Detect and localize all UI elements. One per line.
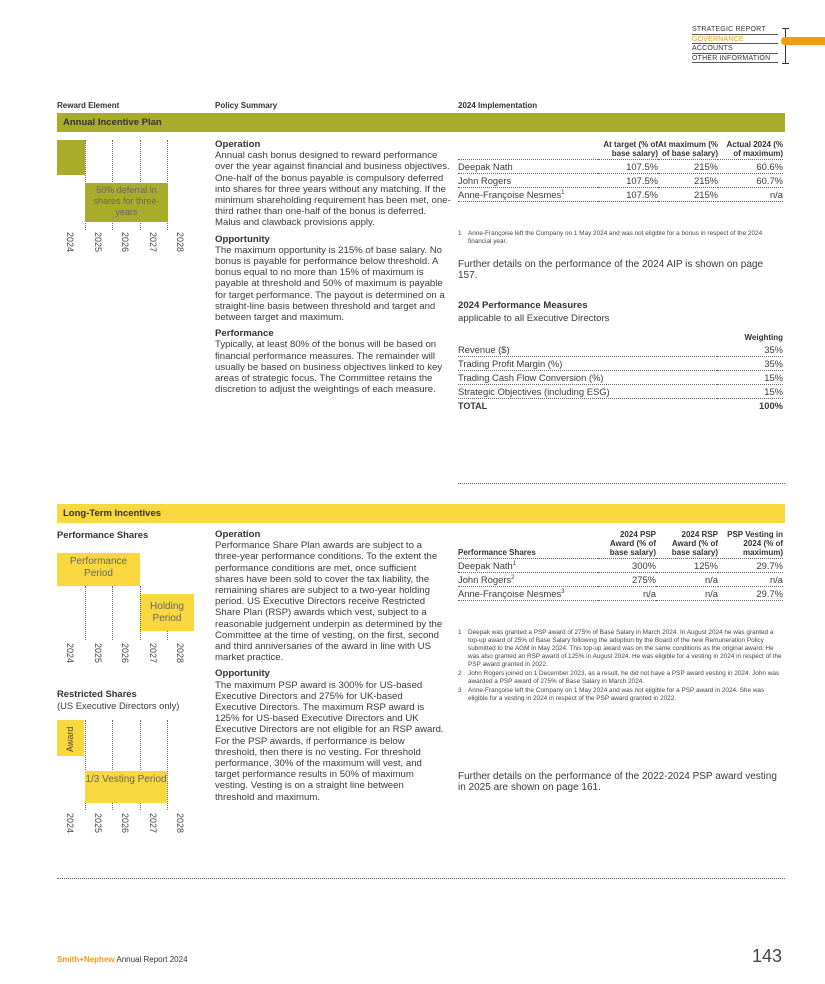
aip-opportunity-text: The maximum opportunity is 215% of base salary. No bonus is payable for performance below threshold. A bonus equal to no more than 15% of maximum is payable at threshold and 50% of maximum is payable for target performance. The payout is determined on a straight-line basis between threshold and target and between target and maximum.: [215, 244, 445, 324]
weighting-header: Weighting: [744, 333, 783, 342]
timeline-gridline: [85, 586, 86, 640]
cell-max: 215%: [658, 188, 718, 202]
header-implementation: 2024 Implementation: [458, 101, 538, 110]
measure-weight: 35%: [717, 357, 783, 371]
footer-brand: [57, 955, 188, 964]
footnote-ref: 3: [561, 588, 565, 595]
nav-active-bar: [785, 37, 825, 45]
year-label: 2027: [148, 643, 158, 664]
measures-title: 2024 Performance Measures: [458, 300, 588, 311]
lti-further-details: Further details on the performance of the 2022-2024 PSP award vesting in 2025 are shown on page 161.: [458, 771, 777, 794]
cell-actual: n/a: [718, 188, 783, 202]
nav-other-information[interactable]: OTHER INFORMATION: [692, 54, 778, 64]
aip-deferral-box: 50% deferral in shares for three-years: [85, 183, 168, 222]
table-row: [458, 587, 783, 601]
nav-tick: [782, 63, 789, 64]
aip-footnote: [458, 230, 783, 246]
footnote-text: John Rogers joined on 1 December 2023, as a result, he did not have a PSP award vesting in 2024. John was awarded a PSP award of 275% of Base Salary in March 2024.: [468, 670, 780, 685]
measure-name: Trading Profit Margin (%): [458, 357, 717, 371]
cell-rsp: n/a: [656, 587, 718, 601]
table-row: [458, 174, 783, 188]
measures-subtitle: applicable to all Executive Directors: [458, 313, 610, 324]
aip-col-target: At target (% of base salary): [603, 140, 658, 158]
table-row: [458, 160, 783, 174]
lti-opportunity-text: The maximum PSP award is 300% for US-based Executive Directors and 275% for UK-based Executive Directors. The maximum RSP award is 125% for US-based Executive Directors and UK Executive Directors are not eligible for an RSP award. For the PSP awards, if performance is below threshold, then there is no vesting. For threshold performance, 30% of the maximum will vest, and target performance results in 50% of maximum vesting. Vesting is on a straight line between threshold and maximum.: [215, 679, 444, 803]
cell-actual: 60.7%: [718, 174, 783, 188]
table-row: [458, 559, 783, 573]
timeline-gridline: [167, 720, 168, 810]
cell-max: 215%: [658, 160, 718, 174]
year-label: 2026: [120, 813, 130, 834]
timeline-gridline: [112, 586, 113, 640]
year-label: 2024: [65, 643, 75, 664]
performance-period-box: Performance Period: [57, 553, 140, 586]
award-label: Award: [65, 726, 75, 752]
measure-weight: 35%: [717, 343, 783, 357]
cell-psp: 275%: [598, 573, 656, 587]
nav-accounts[interactable]: ACCOUNTS: [692, 44, 778, 54]
cell-target: 107.5%: [598, 160, 658, 174]
cell-rsp: n/a: [656, 573, 718, 587]
cell-vesting: 29.7%: [718, 559, 783, 573]
total-label: TOTAL: [458, 400, 488, 411]
year-label: 2026: [120, 232, 130, 253]
cell-vesting: n/a: [718, 573, 783, 587]
aip-performance-title: Performance: [215, 328, 274, 340]
footnote-ref: 1: [561, 189, 565, 196]
lti-operation-title: Operation: [215, 529, 261, 540]
header-policy-summary: Policy Summary: [215, 101, 278, 110]
restricted-shares-title: Restricted Shares: [57, 688, 137, 699]
footnote-number: 3: [458, 687, 462, 694]
cell-rsp: 125%: [656, 559, 718, 573]
table-row: [458, 343, 783, 357]
timeline-gridline: [167, 631, 168, 640]
lti-table: [458, 529, 783, 601]
page-number: 143: [752, 946, 783, 966]
performance-shares-title: Performance Shares: [57, 529, 149, 540]
nav-active-dot: [781, 37, 789, 45]
total-row: [458, 399, 783, 413]
measure-name: Strategic Objectives (including ESG): [458, 385, 717, 399]
footnote-text: Anne-Françoise left the Company on 1 May 2024 and was not eligible for a PSP award in 2024. She was eligible for a vesting in 2024 in respect of the PSP award granted in 2022.: [468, 687, 765, 702]
aip-operation-text: Annual cash bonus designed to reward performance over the year against financial and business objectives. One-half of the bonus payable is compulsory deferred into shares for three years without any matching. If the minimum shareholding requirement has been met, one-third rather than one-half of the bonus is deferred. Malus and clawback provisions apply.: [215, 150, 451, 229]
timeline-gridline: [140, 586, 141, 640]
measure-name: Revenue ($): [458, 343, 717, 357]
lti-col-rsp: 2024 RSP Award (% of base salary): [671, 530, 718, 557]
lti-opportunity-title: Opportunity: [215, 668, 270, 680]
lti-col-name: Performance Shares: [458, 548, 536, 557]
lti-section-bar: Long-Term Incentives: [57, 504, 785, 523]
nav-tick: [782, 28, 789, 29]
year-label: 2024: [65, 232, 75, 253]
cell-target: 107.5%: [598, 188, 658, 202]
lti-operation-text: Performance Share Plan awards are subject to a three-year performance conditions. To the extent the performance conditions are met, once sufficient shares have been sold to cover the tax liability, the remaining shares are subject to a two-year holding period. US Executive Directors receive Restricted Share Plan (RSP) awards which vest, subject to a reasonable judgement underpin as determined by the Committee at the time of vesting, on the first, second and third anniversaries of the award in line with US market practice.: [215, 540, 443, 664]
table-row: [458, 371, 783, 385]
measures-table: [458, 332, 783, 412]
nav-strategic-report[interactable]: STRATEGIC REPORT: [692, 25, 778, 35]
cell-psp: 300%: [598, 559, 656, 573]
lti-footnotes: [458, 629, 785, 703]
restricted-shares-subtitle: (US Executive Directors only): [57, 700, 180, 711]
table-row: [458, 573, 783, 587]
footnote-number: 1: [458, 629, 462, 636]
year-label: 2025: [93, 232, 103, 253]
aip-table: [458, 139, 783, 202]
year-label: 2027: [148, 232, 158, 253]
aip-section-bar: Annual Incentive Plan: [57, 113, 785, 132]
cell-target: 107.5%: [598, 174, 658, 188]
nav-governance[interactable]: GOVERNANCE: [692, 35, 778, 45]
table-row: [458, 385, 783, 399]
report-name: Annual Report 2024: [116, 955, 188, 964]
year-label: 2027: [148, 813, 158, 834]
section-divider: [458, 483, 785, 484]
measure-name: Trading Cash Flow Conversion (%): [458, 371, 717, 385]
year-label: 2025: [93, 643, 103, 664]
aip-policy-summary: [215, 139, 451, 395]
footnote-text: Anne-Françoise left the Company on 1 May 2024 and was not eligible for a bonus in respect of the 2024 financial year.: [468, 230, 763, 245]
aip-further-details: Further details on the performance of the 2024 AIP is shown on page 157.: [458, 259, 764, 282]
director-name: Anne-Françoise Nesmes: [458, 189, 562, 200]
table-row: [458, 357, 783, 371]
year-label: 2028: [175, 232, 185, 253]
director-name: Deepak Nath: [458, 560, 513, 571]
section-nav: [692, 25, 778, 63]
lti-col-vesting: PSP Vesting in 2024 (% of maximum): [727, 530, 783, 557]
year-label: 2028: [175, 643, 185, 664]
footnote-ref: 1: [512, 560, 517, 567]
aip-col-actual: Actual 2024 (% of maximum): [726, 140, 783, 158]
measure-weight: 15%: [717, 385, 783, 399]
year-label: 2028: [175, 813, 185, 834]
director-name: John Rogers: [458, 574, 512, 585]
year-label: 2025: [93, 813, 103, 834]
aip-performance-text: Typically, at least 80% of the bonus will be based on financial performance measures. The remainder will usually be based on business objectives linked to key areas of strategic focus. The Committee retains the discretion to adjust the weightings of each measure.: [215, 339, 443, 396]
director-name: John Rogers: [458, 175, 512, 186]
header-reward-element: Reward Element: [57, 101, 120, 110]
footnote-ref: 2: [511, 574, 515, 581]
footnote-number: 1: [458, 230, 462, 237]
footnote-number: 2: [458, 670, 462, 677]
cell-max: 215%: [658, 174, 718, 188]
cell-vesting: 29.7%: [718, 587, 783, 601]
footnote-text: Deepak was granted a PSP award of 275% of Base Salary in March 2024. In August 2024 he was granted a top-up award of 25% of Base Salary following the adoption by the Board of the new Remuneration Policy submitted to the AGM in May 2024. This top-up award was on the same conditions as the original award. He was also granted an RSP award of 125% in August 2024. He was eligible for a vesting in 2024 in respect of the PSP award granted in 2022.: [468, 629, 782, 668]
total-value: 100%: [759, 400, 783, 411]
section-divider: [57, 878, 785, 879]
aip-opportunity-title: Opportunity: [215, 233, 270, 245]
director-name: Anne-Françoise Nesmes: [458, 588, 562, 599]
aip-operation-title: Operation: [215, 139, 261, 150]
lti-col-psp: 2024 PSP Award (% of base salary): [609, 530, 656, 557]
year-label: 2024: [65, 813, 75, 834]
measure-weight: 15%: [717, 371, 783, 385]
aip-bonus-year-bar: [57, 140, 85, 175]
cell-actual: 60.6%: [718, 160, 783, 174]
table-row: [458, 188, 783, 202]
brand-name: Smith+Nephew: [57, 955, 115, 964]
lti-policy-summary: [215, 529, 445, 803]
cell-psp: n/a: [598, 587, 656, 601]
year-label: 2026: [120, 643, 130, 664]
holding-period-box: Holding Period: [140, 594, 194, 631]
director-name: Deepak Nath: [458, 161, 513, 172]
nav-line: [785, 28, 786, 64]
vesting-period-box: 1/3 Vesting Period: [85, 771, 167, 803]
aip-col-max: At maximum (% of base salary): [658, 140, 719, 158]
